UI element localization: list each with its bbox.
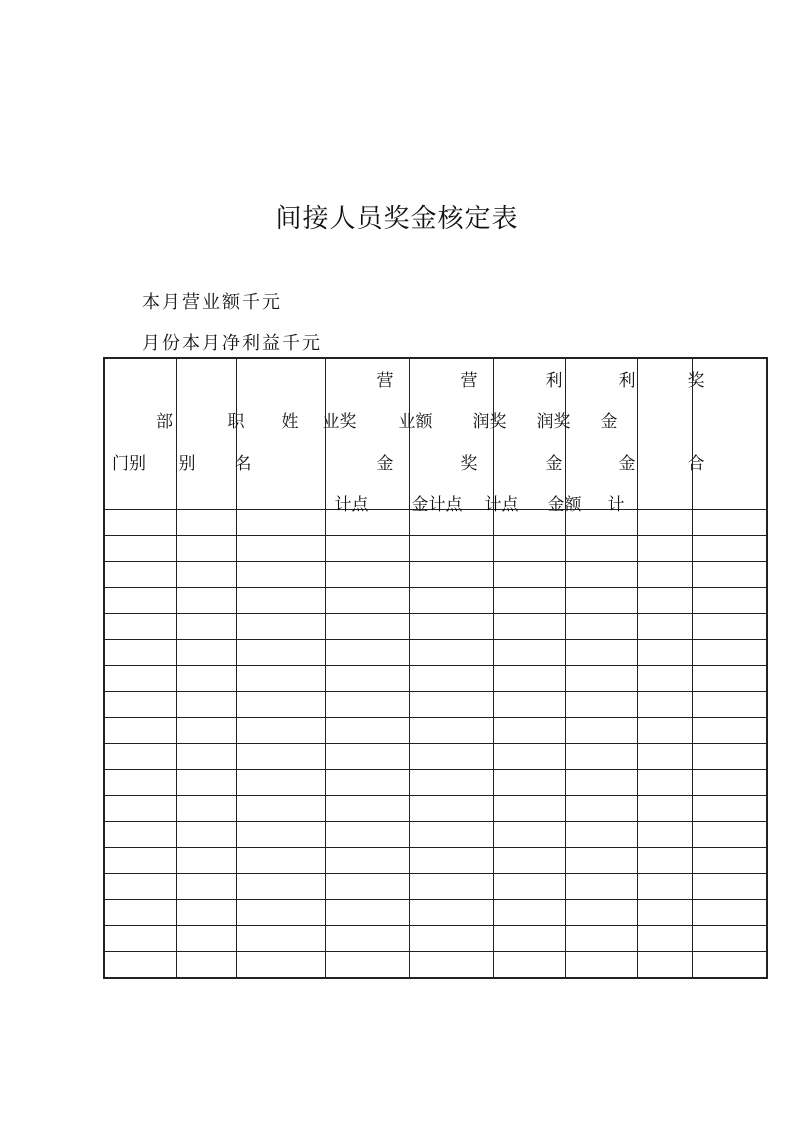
table-row [104, 770, 767, 796]
header-label: 营 [460, 371, 478, 391]
table-cell[interactable] [104, 926, 176, 952]
table-cell[interactable] [104, 822, 176, 848]
table-row [104, 614, 767, 640]
table-cell[interactable] [176, 952, 236, 979]
table-cell[interactable] [409, 874, 493, 900]
table-cell[interactable] [493, 874, 565, 900]
table-cell[interactable] [236, 588, 325, 614]
table-cell[interactable] [565, 718, 637, 744]
table-cell[interactable] [565, 614, 637, 640]
table-row [104, 562, 767, 588]
monthly-revenue-line: 本月营业额千元 [142, 292, 282, 313]
table-cell[interactable] [637, 900, 692, 926]
table-cell[interactable] [692, 692, 767, 718]
table-cell[interactable] [409, 796, 493, 822]
header-profit-bonus-amount [536, 358, 637, 515]
table-cell[interactable] [409, 692, 493, 718]
table-cell[interactable] [493, 692, 565, 718]
table-cell[interactable] [637, 562, 692, 588]
header-label: 利 [618, 371, 636, 391]
table-cell[interactable] [104, 718, 176, 744]
table-cell[interactable] [565, 536, 637, 562]
table-cell[interactable] [409, 744, 493, 770]
table-cell[interactable] [176, 510, 236, 536]
table-cell[interactable] [409, 926, 493, 952]
table-cell[interactable] [176, 926, 236, 952]
table-cell[interactable] [325, 536, 409, 562]
table-cell[interactable] [409, 588, 493, 614]
header-row [104, 358, 767, 510]
table-cell[interactable] [565, 588, 637, 614]
table-cell[interactable] [565, 744, 637, 770]
table-cell[interactable] [493, 900, 565, 926]
table-cell[interactable] [236, 744, 325, 770]
table-cell[interactable] [176, 718, 236, 744]
table-cell[interactable] [637, 666, 692, 692]
table-row [104, 796, 767, 822]
table-cell[interactable] [692, 718, 767, 744]
table-cell[interactable] [236, 874, 325, 900]
table-body [104, 510, 767, 979]
table-cell[interactable] [104, 874, 176, 900]
table-cell[interactable] [236, 822, 325, 848]
header-label: 润奖 [472, 412, 507, 432]
table-cell[interactable] [692, 770, 767, 796]
table-cell[interactable] [176, 796, 236, 822]
table-cell[interactable] [493, 614, 565, 640]
table-cell[interactable] [565, 926, 637, 952]
table-cell[interactable] [692, 796, 767, 822]
header-label: 金 [545, 454, 563, 474]
bonus-table [103, 357, 768, 979]
table-cell[interactable] [692, 588, 767, 614]
table-row [104, 640, 767, 666]
table-cell[interactable] [637, 718, 692, 744]
header-label: 部 [156, 412, 173, 432]
table-row [104, 952, 767, 979]
table-cell[interactable] [325, 718, 409, 744]
table-cell[interactable] [565, 666, 637, 692]
table-cell[interactable] [104, 848, 176, 874]
table-cell[interactable] [409, 640, 493, 666]
table-cell[interactable] [637, 796, 692, 822]
header-label: 奖 [687, 371, 705, 391]
table-cell[interactable] [236, 640, 325, 666]
table-cell[interactable] [236, 562, 325, 588]
table-cell[interactable] [565, 692, 637, 718]
table-row [104, 536, 767, 562]
table-cell[interactable] [409, 770, 493, 796]
table-cell[interactable] [565, 562, 637, 588]
table-cell[interactable] [493, 770, 565, 796]
table-row [104, 588, 767, 614]
table-cell[interactable] [637, 588, 692, 614]
header-name [236, 358, 325, 510]
table-cell[interactable] [176, 640, 236, 666]
table-cell[interactable] [692, 640, 767, 666]
table-cell[interactable] [637, 536, 692, 562]
table-cell[interactable] [176, 536, 236, 562]
table-cell[interactable] [692, 848, 767, 874]
table-cell[interactable] [565, 952, 637, 979]
table-cell[interactable] [493, 588, 565, 614]
table-cell[interactable] [409, 562, 493, 588]
header-label: 润奖 [536, 412, 571, 432]
table-cell[interactable] [692, 952, 767, 979]
table-cell[interactable] [692, 614, 767, 640]
table-cell[interactable] [176, 562, 236, 588]
table-cell[interactable] [236, 666, 325, 692]
table-cell[interactable] [325, 848, 409, 874]
table-cell[interactable] [104, 640, 176, 666]
header-label: 金 [376, 454, 394, 474]
table-cell[interactable] [565, 848, 637, 874]
table-cell[interactable] [176, 874, 236, 900]
header-label: 金计点 [411, 495, 463, 515]
table-cell[interactable] [409, 666, 493, 692]
table-cell[interactable] [104, 666, 176, 692]
table-cell[interactable] [104, 770, 176, 796]
table-cell[interactable] [409, 822, 493, 848]
table-cell[interactable] [637, 952, 692, 979]
table-row [104, 718, 767, 744]
table-cell[interactable] [325, 562, 409, 588]
table-row [104, 874, 767, 900]
header-label: 职 [227, 412, 245, 432]
table-cell[interactable] [236, 692, 325, 718]
table-cell[interactable] [104, 562, 176, 588]
table-cell[interactable] [104, 614, 176, 640]
table-cell[interactable] [493, 848, 565, 874]
table-cell[interactable] [176, 588, 236, 614]
header-label: 金 [600, 412, 618, 432]
table-cell[interactable] [325, 952, 409, 979]
table-cell[interactable] [104, 588, 176, 614]
header-label: 门别 [112, 454, 146, 474]
table-cell[interactable] [637, 822, 692, 848]
table-cell[interactable] [493, 744, 565, 770]
table-cell[interactable] [493, 536, 565, 562]
header-label: 金 [618, 454, 636, 474]
table-cell[interactable] [565, 770, 637, 796]
table-row [104, 900, 767, 926]
table-cell[interactable] [637, 640, 692, 666]
header-label: 计 [607, 495, 625, 515]
table-cell[interactable] [637, 770, 692, 796]
table-cell[interactable] [409, 718, 493, 744]
table-cell[interactable] [637, 926, 692, 952]
header-label: 计点 [484, 495, 519, 515]
table-cell[interactable] [176, 744, 236, 770]
table-cell[interactable] [493, 640, 565, 666]
table-cell[interactable] [409, 536, 493, 562]
table-cell[interactable] [692, 822, 767, 848]
table-cell[interactable] [236, 796, 325, 822]
table-cell[interactable] [325, 770, 409, 796]
table-cell[interactable] [236, 900, 325, 926]
header-blank [692, 358, 767, 510]
header-sales-bonus-points [322, 358, 409, 515]
header-sales-bonus-amount [398, 358, 493, 515]
table-cell[interactable] [692, 926, 767, 952]
table-cell[interactable] [692, 744, 767, 770]
table-row [104, 848, 767, 874]
table-cell[interactable] [637, 744, 692, 770]
table-cell[interactable] [104, 796, 176, 822]
header-label: 姓 [281, 412, 299, 432]
table-cell[interactable] [176, 900, 236, 926]
monthly-net-profit-line: 月份本月净利益千元 [142, 333, 322, 354]
table-row [104, 822, 767, 848]
table-cell[interactable] [325, 588, 409, 614]
table-row [104, 926, 767, 952]
table-cell[interactable] [565, 640, 637, 666]
header-label: 合 [687, 454, 705, 474]
table-cell[interactable] [565, 874, 637, 900]
table-cell[interactable] [493, 926, 565, 952]
table-cell[interactable] [692, 562, 767, 588]
table-cell[interactable] [236, 718, 325, 744]
table-cell[interactable] [325, 666, 409, 692]
table-cell[interactable] [409, 900, 493, 926]
table-cell[interactable] [692, 510, 767, 536]
table-cell[interactable] [236, 510, 325, 536]
table-row [104, 744, 767, 770]
table-cell[interactable] [176, 666, 236, 692]
table-cell[interactable] [325, 874, 409, 900]
table-row [104, 666, 767, 692]
table-cell[interactable] [692, 666, 767, 692]
table-cell[interactable] [637, 874, 692, 900]
table-cell[interactable] [236, 848, 325, 874]
header-bonus-total [600, 358, 705, 515]
table-cell[interactable] [104, 900, 176, 926]
table-cell[interactable] [236, 770, 325, 796]
table-cell[interactable] [409, 952, 493, 979]
table-cell[interactable] [325, 796, 409, 822]
table-cell[interactable] [493, 796, 565, 822]
table-cell[interactable] [176, 692, 236, 718]
table-cell[interactable] [493, 822, 565, 848]
header-label: 名 [234, 454, 252, 474]
table-cell[interactable] [565, 822, 637, 848]
table-cell[interactable] [692, 874, 767, 900]
table-cell[interactable] [325, 900, 409, 926]
table-cell[interactable] [493, 562, 565, 588]
table-cell[interactable] [409, 614, 493, 640]
table-cell[interactable] [637, 848, 692, 874]
table-cell[interactable] [692, 536, 767, 562]
table-cell[interactable] [325, 744, 409, 770]
page-title: 间接人员奖金核定表 [275, 204, 519, 234]
header-label: 利 [545, 371, 563, 391]
table-cell[interactable] [565, 900, 637, 926]
table-cell[interactable] [325, 640, 409, 666]
table-cell[interactable] [176, 822, 236, 848]
table-cell[interactable] [637, 692, 692, 718]
table-cell[interactable] [104, 744, 176, 770]
table-cell[interactable] [409, 848, 493, 874]
header-label: 奖 [460, 454, 478, 474]
table-cell[interactable] [325, 614, 409, 640]
header-label: 金额 [547, 495, 582, 515]
table-cell[interactable] [176, 614, 236, 640]
table-cell[interactable] [236, 536, 325, 562]
table-cell[interactable] [325, 692, 409, 718]
header-dept [104, 358, 176, 510]
table-cell[interactable] [236, 926, 325, 952]
table-cell[interactable] [104, 536, 176, 562]
table-cell[interactable] [637, 510, 692, 536]
table-cell[interactable] [637, 614, 692, 640]
table-cell[interactable] [325, 926, 409, 952]
table-cell[interactable] [692, 900, 767, 926]
table-cell[interactable] [325, 822, 409, 848]
table-cell[interactable] [104, 692, 176, 718]
header-title [176, 358, 245, 510]
table-cell[interactable] [104, 510, 176, 536]
table-row [104, 692, 767, 718]
table-cell[interactable] [236, 614, 325, 640]
table-cell[interactable] [104, 952, 176, 979]
table-cell[interactable] [565, 796, 637, 822]
table-cell[interactable] [176, 770, 236, 796]
table-cell[interactable] [493, 718, 565, 744]
table-cell[interactable] [176, 848, 236, 874]
header-label: 业额 [398, 412, 433, 432]
table-cell[interactable] [236, 952, 325, 979]
header-label: 别 [178, 454, 196, 474]
table-cell[interactable] [493, 666, 565, 692]
header-label: 营 [376, 371, 394, 391]
table-cell[interactable] [493, 952, 565, 979]
header-label: 业奖 [322, 412, 357, 432]
header-label: 计点 [334, 495, 369, 515]
